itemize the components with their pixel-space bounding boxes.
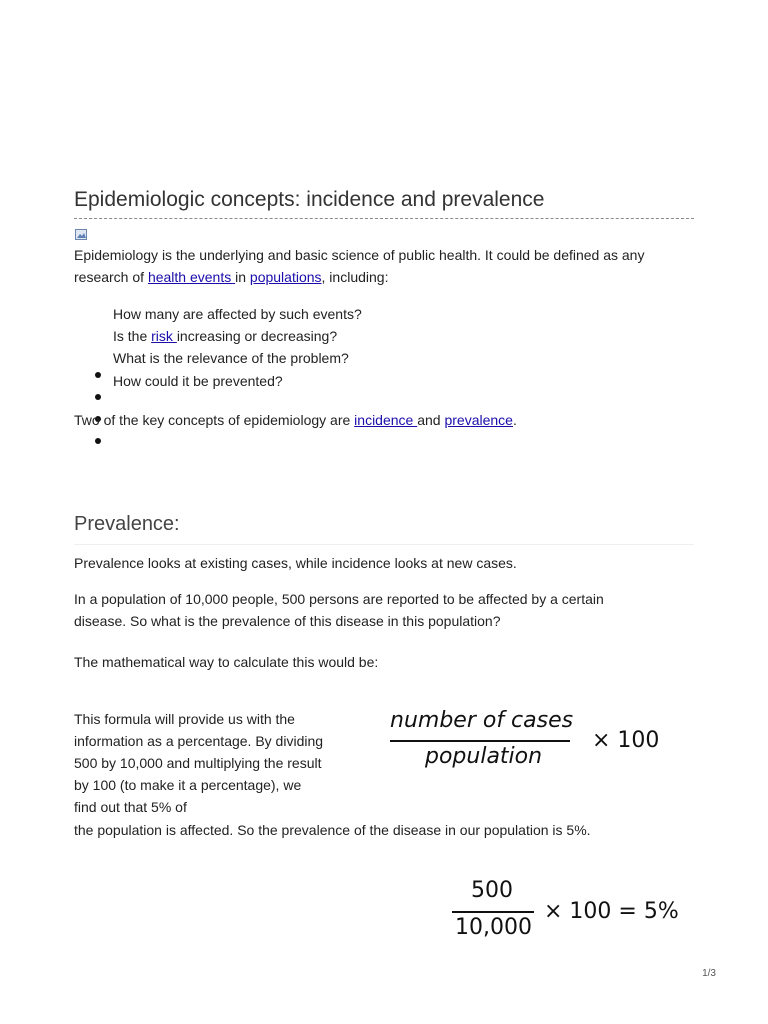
formula-1-numerator: number of cases [390,708,574,733]
question-risk [113,328,337,344]
intro-text: , including: [321,269,389,285]
bullet-point [95,372,101,378]
intro-text: in [235,269,250,285]
prevalence-paragraph-1: Prevalence looks at existing cases, while incidence looks at new cases. [74,555,517,571]
formula-1-fraction-bar [390,740,570,742]
formula-2-result: × 100 = 5% [544,899,679,924]
formula-1-denominator: population [425,744,543,769]
prevalence-paragraph-3: The mathematical way to calculate this would be: [74,654,379,670]
image-placeholder-icon [75,229,87,240]
risk-link[interactable]: risk [151,328,177,344]
formula-explanation-line: 500 by 10,000 and multiplying the result [74,755,322,771]
formula-2-numerator: 500 [471,878,513,903]
formula-explanation-line: by 100 (to make it a percentage), we [74,777,302,793]
key-concepts-text: Two of the key concepts of epidemiology are [74,412,355,428]
question-text: increasing or decreasing? [176,328,338,344]
formula-explanation-line: find out that 5% of [74,799,187,815]
prevalence-heading: Prevalence: [74,513,180,535]
question-text: Is the [113,328,152,344]
formula-explanation-line: the population is affected. So the prevalence of the disease in our population is 5%. [74,822,591,838]
prevalence-paragraph-2-line-2: disease. So what is the prevalence of this disease in this population? [74,613,501,629]
health-events-link[interactable]: health events [147,269,236,285]
formula-2-fraction-bar [452,911,534,913]
key-concepts-text: . [512,412,517,428]
title-dashed-underline [74,218,694,219]
section-divider [74,544,694,545]
page-title: Epidemiologic concepts: incidence and prevalence [74,188,545,211]
prevalence-link[interactable]: prevalence [444,412,513,428]
formula-1-multiplier: × 100 [592,728,660,753]
bullet-point [95,438,101,444]
formula-2-denominator: 10,000 [455,915,532,940]
intro-line-2 [74,266,388,288]
bullet-point [95,394,101,400]
intro-line-1: Epidemiology is the underlying and basic science of public health. It could be defined as any [74,247,645,263]
formula-explanation-line: information as a percentage. By dividing [74,733,324,749]
key-concepts-line [74,409,517,431]
formula-explanation-line: This formula will provide us with the [74,711,295,727]
incidence-link[interactable]: incidence [354,412,418,428]
page-number: 1/3 [702,968,716,979]
question-affected: How many are affected by such events? [113,306,362,322]
question-relevance: What is the relevance of the problem? [113,350,349,366]
question-prevention: How could it be prevented? [113,373,283,389]
populations-link[interactable]: populations [249,269,322,285]
key-concepts-text: and [417,412,445,428]
intro-text: research of [74,269,148,285]
prevalence-paragraph-2-line-1: In a population of 10,000 people, 500 persons are reported to be affected by a certain [74,591,604,607]
